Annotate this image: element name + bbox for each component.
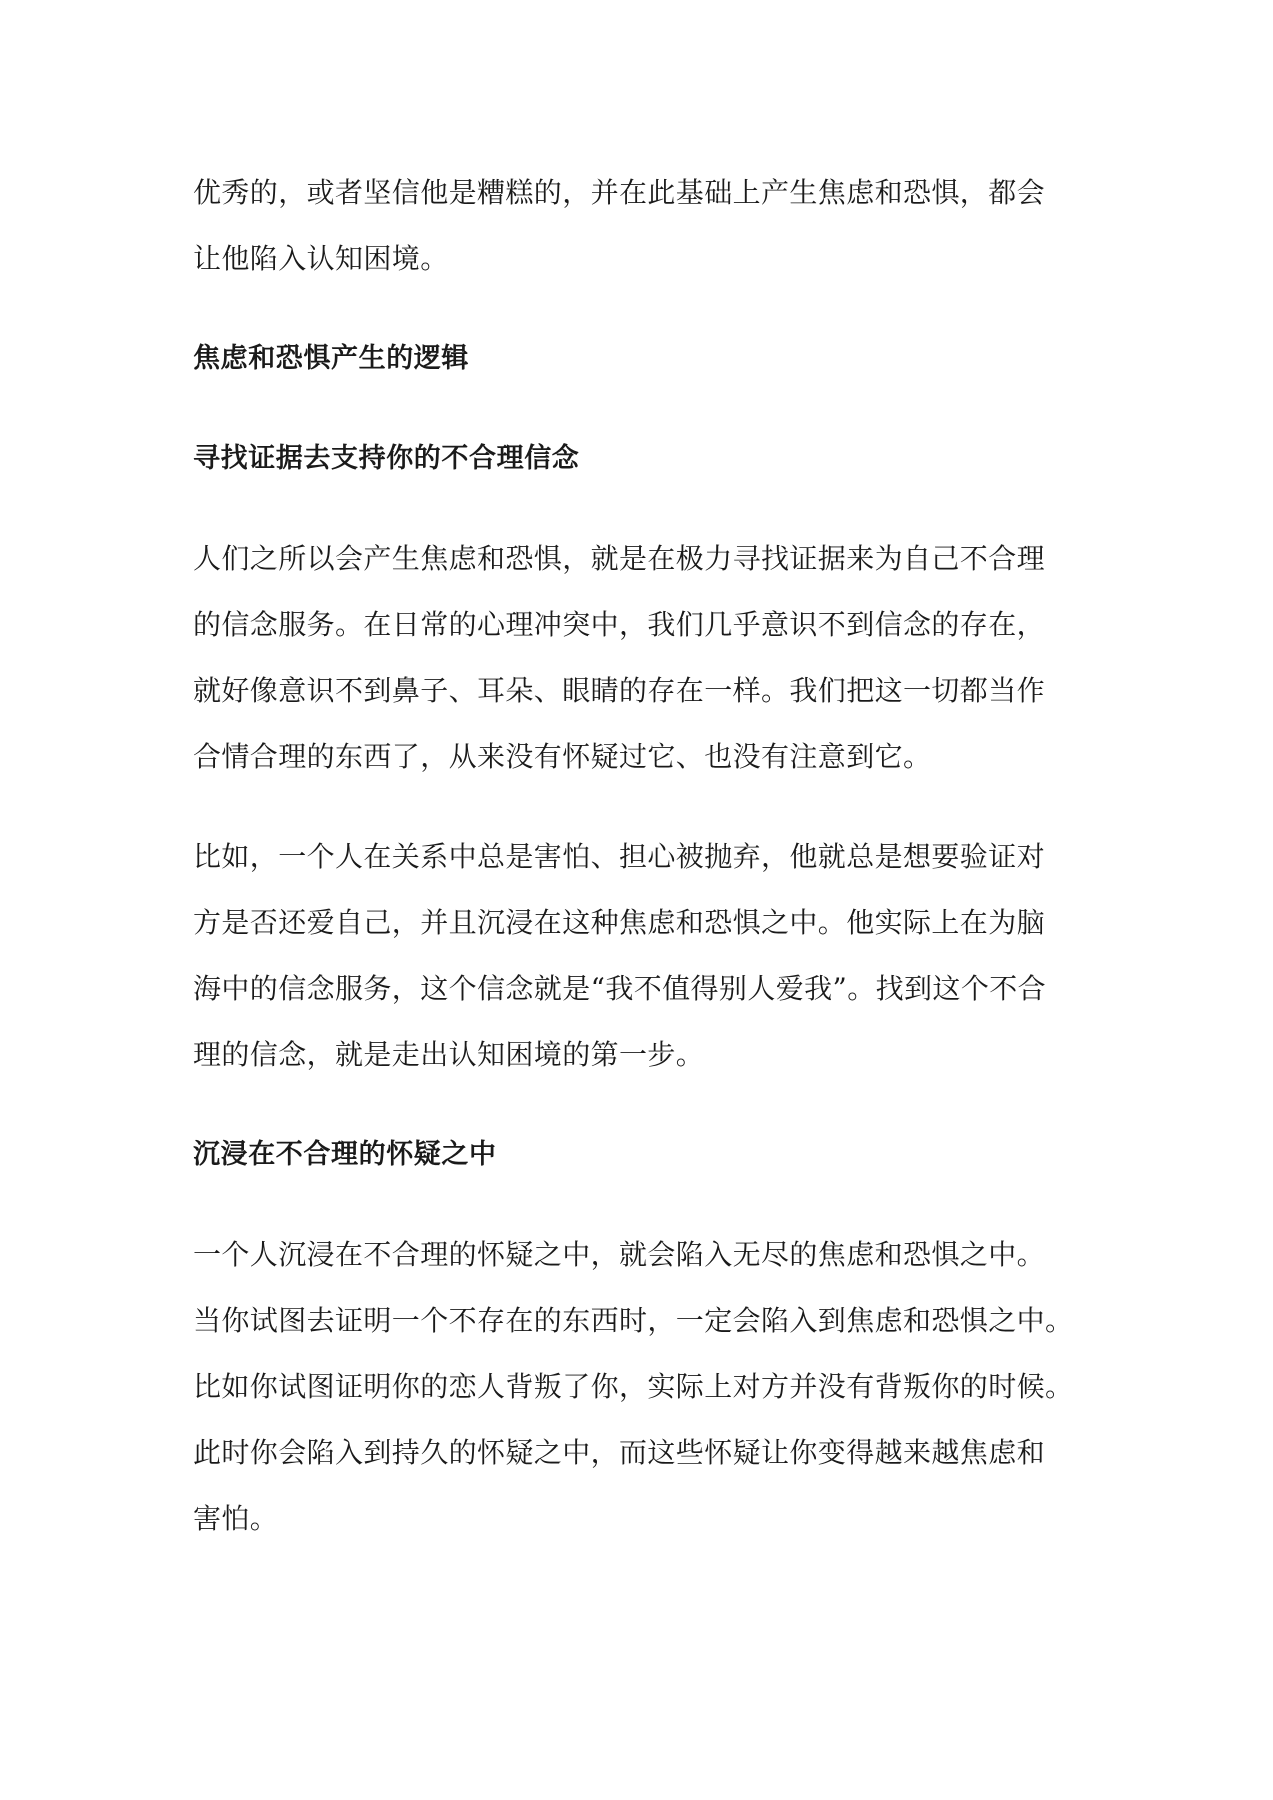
text-line: 一个人沉浸在不合理的怀疑之中，就会陷入无尽的焦虑和恐惧之中。 bbox=[193, 1238, 1046, 1271]
text-line: 害怕。 bbox=[193, 1502, 279, 1535]
text-line: 合情合理的东西了，从来没有怀疑过它、也没有注意到它。 bbox=[193, 740, 932, 773]
text-line: 方是否还爱自己，并且沉浸在这种焦虑和恐惧之中。他实际上在为脑 bbox=[193, 906, 1046, 939]
text-line: 比如，一个人在关系中总是害怕、担心被抛弃，他就总是想要验证对 bbox=[193, 840, 1046, 873]
text-line: 海中的信念服务，这个信念就是“我不值得别人爱我”。找到这个不合 bbox=[193, 972, 1047, 1005]
text-line: 的信念服务。在日常的心理冲突中，我们几乎意识不到信念的存在， bbox=[193, 608, 1046, 641]
paragraph-intro-continuation bbox=[193, 160, 1093, 292]
text-line: 就好像意识不到鼻子、耳朵、眼睛的存在一样。我们把这一切都当作 bbox=[193, 674, 1046, 707]
text-line: 比如你试图证明你的恋人背叛了你，实际上对方并没有背叛你的时候。 bbox=[193, 1370, 1074, 1403]
text-line: 此时你会陷入到持久的怀疑之中，而这些怀疑让你变得越来越焦虑和 bbox=[193, 1436, 1046, 1469]
paragraph-endless-doubt bbox=[193, 1222, 1093, 1552]
text-line: 优秀的，或者坚信他是糟糕的，并在此基础上产生焦虑和恐惧，都会 bbox=[193, 176, 1046, 209]
section-heading-seek-evidence: 寻找证据去支持你的不合理信念 bbox=[193, 443, 580, 474]
paragraph-example-abandonment bbox=[193, 824, 1093, 1088]
text-line: 理的信念，就是走出认知困境的第一步。 bbox=[193, 1038, 705, 1071]
document-body bbox=[193, 160, 1093, 1586]
section-heading-logic: 焦虑和恐惧产生的逻辑 bbox=[193, 343, 469, 374]
text-line: 让他陷入认知困境。 bbox=[193, 242, 449, 275]
text-line: 当你试图去证明一个不存在的东西时，一定会陷入到焦虑和恐惧之中。 bbox=[193, 1304, 1074, 1337]
section-heading-doubt: 沉浸在不合理的怀疑之中 bbox=[193, 1139, 497, 1170]
paragraph-belief-service bbox=[193, 526, 1093, 790]
text-line: 人们之所以会产生焦虑和恐惧，就是在极力寻找证据来为自己不合理 bbox=[193, 542, 1046, 575]
